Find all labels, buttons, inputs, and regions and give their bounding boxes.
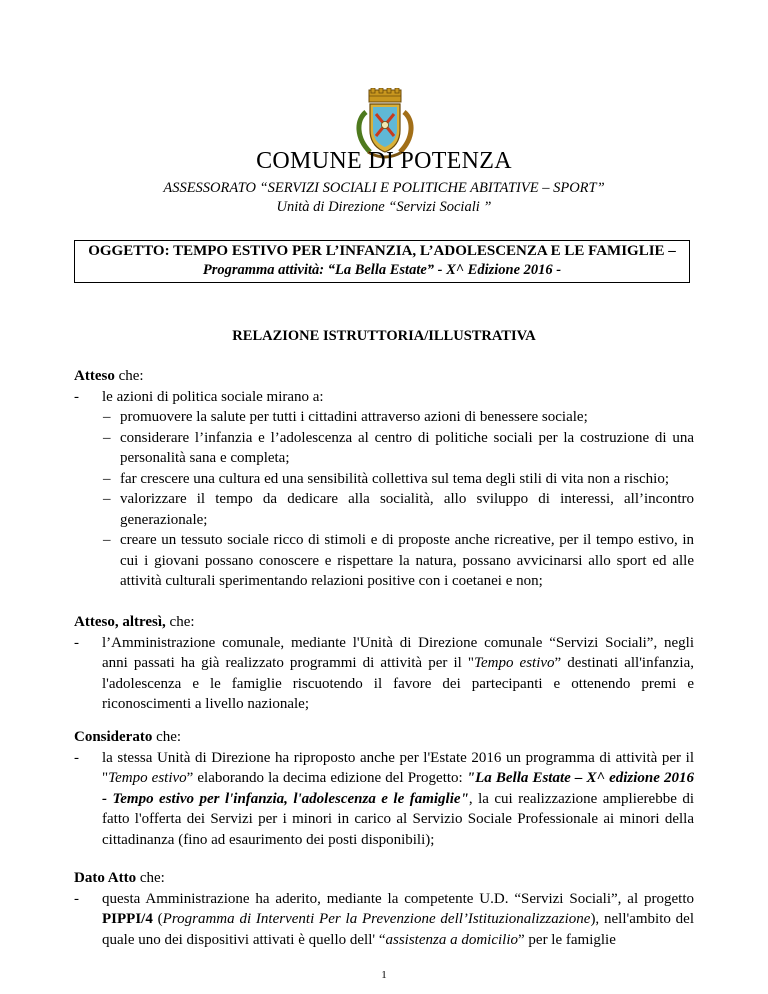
sub-item xyxy=(74,489,694,530)
emphasis-text: Tempo estivo xyxy=(474,655,555,671)
list-item xyxy=(74,748,694,851)
sub-item-text: far crescere una cultura ed una sensibilità collettiva sul tema degli stili di vita non a rischio; xyxy=(120,470,669,487)
sub-item-text: valorizzare il tempo da dedicare alla socialità, allo sviluppo di interessi, all’incontro generazionale; xyxy=(120,491,694,528)
subject-text: : TEMPO ESTIVO PER L’INFANZIA, L’ADOLESCENZA E LE FAMIGLIE – xyxy=(164,243,676,259)
dash-marker: - xyxy=(74,388,79,405)
heading-label: Dato Atto xyxy=(74,870,137,886)
subject-label: OGGETTO xyxy=(88,243,165,259)
paragraph-text: ( xyxy=(152,911,163,927)
dash-marker: - xyxy=(74,749,79,766)
paragraph-text: ” per le famiglie xyxy=(518,931,616,948)
unita-subtitle: Unità di Direzione “Servizi Sociali ” xyxy=(276,199,492,215)
section-heading xyxy=(74,612,694,633)
section-atteso-altresi xyxy=(74,612,694,715)
sub-marker: – xyxy=(103,532,111,548)
page-title: COMUNE DI POTENZA xyxy=(256,148,512,174)
list-item xyxy=(74,889,694,951)
section-heading xyxy=(74,366,694,387)
paragraph-text: , la cui realizzazione amplierebbe di fatto l'offerta dei Servizi per i minori in carico al Servizio Sociale Professionale ai minori della cittadinanza (fino ad esaurimento dei posti disponibili); xyxy=(102,790,694,848)
heading-che: che: xyxy=(165,614,195,630)
dash-marker: - xyxy=(74,634,79,651)
section-heading xyxy=(74,727,694,748)
section-dato-atto xyxy=(74,868,694,950)
sub-item-text: creare un tessuto sociale ricco di stimoli e di proposte anche ricreative, per il tempo estivo, in cui i giovani possano conoscere e rispettare la natura, possano avvicinarsi allo sport ed alle attività culturali sperimentando relazioni positive con i coetanei e non; xyxy=(120,532,694,589)
section-title: RELAZIONE ISTRUTTORIA/ILLUSTRATIVA xyxy=(232,328,536,344)
sub-marker: – xyxy=(103,409,111,425)
sub-marker: – xyxy=(103,429,111,446)
sub-item-text: promuovere la salute per tutti i cittadini attraverso azioni di benessere sociale; xyxy=(120,409,588,425)
subject-line-2: Programma attività: “La Bella Estate” - X^ Edizione 2016 - xyxy=(202,262,562,278)
list-item xyxy=(74,633,694,715)
item-text: le azioni di politica sociale mirano a: xyxy=(102,388,324,405)
paragraph-text: ” elaborando la decima edizione del Progetto: xyxy=(186,770,467,786)
heading-che: che: xyxy=(114,368,144,384)
heading-che: che: xyxy=(152,729,182,745)
assessorato-subtitle: ASSESSORATO “SERVIZI SOCIALI E POLITICHE ABITATIVE – SPORT” xyxy=(163,180,605,196)
sub-item xyxy=(74,530,694,592)
paragraph-text: ), nell'ambito del quale uno dei dispositivi attivati è quello dell' “ xyxy=(102,911,695,948)
project-title: "La Bella Estate – X^ edizione 2016 - Tempo estivo per l'infanzia, l'adolescenza e le famiglie" xyxy=(102,770,694,807)
paragraph-text: questa Amministrazione ha aderito, mediante la competente U.D. “Servizi Sociali”, al progetto xyxy=(102,890,694,907)
emphasis-text: Tempo estivo xyxy=(108,770,187,786)
heading-che: che: xyxy=(136,870,165,886)
sub-item xyxy=(74,469,694,490)
heading-label: Atteso, altresì, xyxy=(74,614,166,630)
sub-item xyxy=(74,407,694,428)
paragraph-text: l’Amministrazione comunale, mediante l'Unità di Direzione comunale “Servizi Sociali”, negli anni passati ha già realizzato programmi di attività per il " xyxy=(102,634,694,671)
section-atteso xyxy=(74,366,694,592)
paragraph-text: la stessa Unità di Direzione ha riproposto anche per l'Estate 2016 un programma di attività per il " xyxy=(102,749,694,786)
section-heading xyxy=(74,868,694,889)
sub-marker: – xyxy=(103,470,111,487)
list-item xyxy=(74,387,694,408)
sub-item-text: considerare l’infanzia e l’adolescenza al centro di politiche sociali per la costruzione di una personalità sana e completa; xyxy=(120,429,694,466)
heading-label: Atteso xyxy=(74,368,115,384)
sub-item xyxy=(74,428,694,469)
paragraph-text: ” destinati all'infanzia, l'adolescenza e le famiglie riscuotendo il favore dei partecipanti e ottenendo premi e riconoscimenti a livello nazionale; xyxy=(102,655,694,712)
subject-box xyxy=(74,240,690,283)
emphasis-text: Programma di Interventi Per la Prevenzione dell’Istituzionalizzazione xyxy=(162,911,591,927)
emphasis-text: assistenza a domicilio xyxy=(385,931,518,948)
section-considerato xyxy=(74,727,694,850)
sub-marker: – xyxy=(103,491,111,507)
subject-line-1 xyxy=(75,242,689,261)
heading-label: Considerato xyxy=(74,729,153,745)
program-code: PIPPI/4 xyxy=(102,911,153,927)
dash-marker: - xyxy=(74,890,79,907)
page-number: 1 xyxy=(381,969,387,981)
